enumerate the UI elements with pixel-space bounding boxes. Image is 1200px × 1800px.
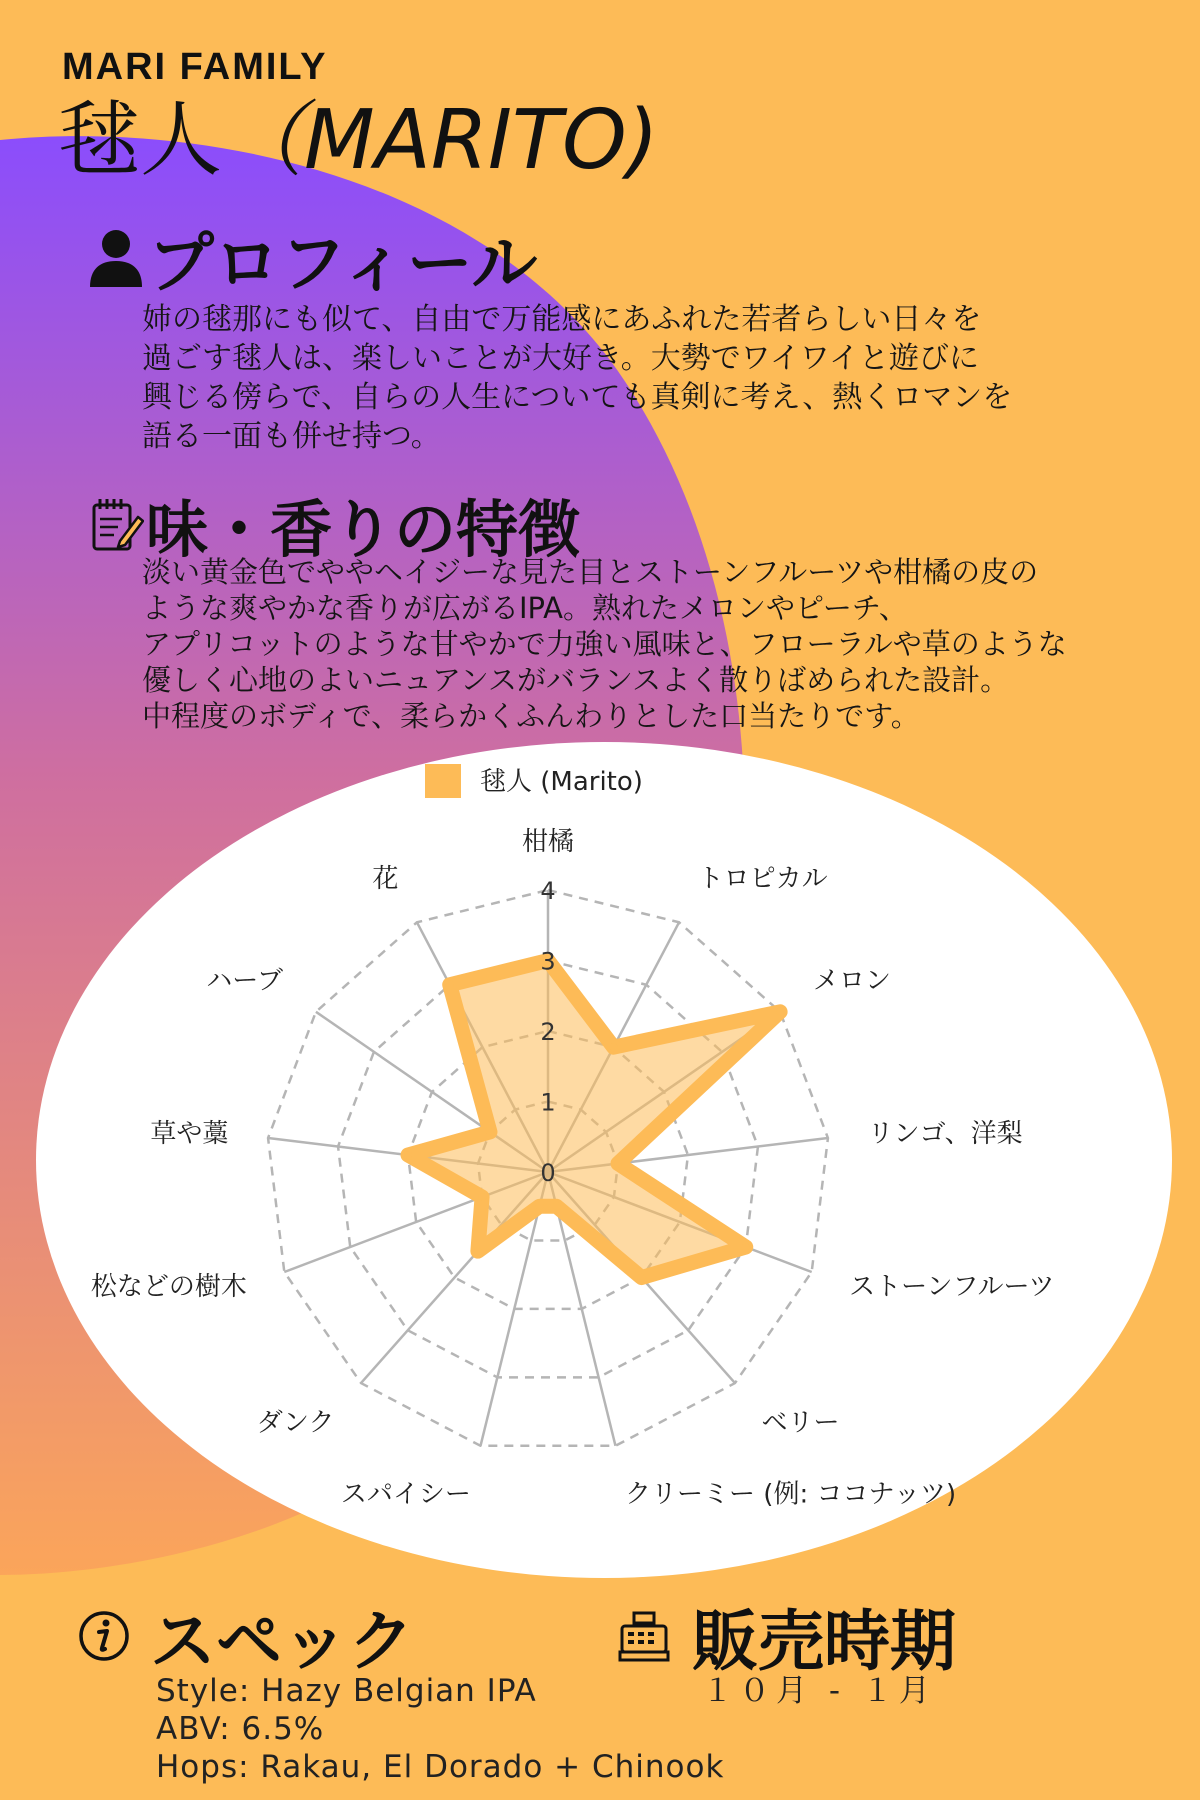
profile-line: 姉の毬那にも似て、自由で万能感にあふれた若者らしい日々を xyxy=(142,302,982,337)
data-point xyxy=(614,1160,622,1168)
flavor-line: 優しく心地のよいニュアンスがバランスよく散りばめられた設計。 xyxy=(142,663,1010,697)
profile-line: 語る一面も併せ持つ。 xyxy=(142,419,441,454)
flavor-line: ような爽やかな香りが広がるIPA。熟れたメロンやピーチ、 xyxy=(142,591,908,625)
data-point xyxy=(610,1043,618,1051)
spec-list xyxy=(156,1672,724,1786)
data-point xyxy=(536,1202,544,1210)
sale-period: １０月 - １月 xyxy=(702,1673,936,1709)
chart-legend xyxy=(425,764,643,798)
radar-tick-label: 4 xyxy=(540,877,556,905)
flavor-line: 淡い黄金色でややヘイジーな見た目とストーンフルーツや柑橘の皮の xyxy=(142,555,1039,589)
legend-label: 毬人 (Marito) xyxy=(480,767,643,797)
info-icon xyxy=(78,1610,130,1662)
cash-register-icon xyxy=(618,1610,670,1662)
radar-axis-label: リンゴ、洋梨 xyxy=(867,1119,1023,1150)
legend-swatch xyxy=(425,764,461,798)
radar-axis-label: メロン xyxy=(813,966,892,997)
spec-abv: ABV: 6.5% xyxy=(156,1711,325,1747)
sale-heading xyxy=(618,1588,956,1683)
data-point xyxy=(742,1243,750,1251)
data-point xyxy=(446,981,454,989)
profile-heading-text: プロフィール xyxy=(148,225,538,302)
radar-tick-label: 3 xyxy=(540,947,556,976)
radar-axis-label: ハーブ xyxy=(206,966,283,997)
radar-tick-label: 0 xyxy=(540,1159,556,1187)
data-point xyxy=(638,1274,646,1282)
radar-axis-label: ダンク xyxy=(256,1408,335,1439)
profile-line: 過ごす毬人は、楽しいことが大好き。大勢でワイワイと遊びに xyxy=(142,341,979,376)
title-latin: （MARITO) xyxy=(222,93,659,188)
title-japanese: 毬人 xyxy=(58,93,223,188)
spec-heading-text: スペック xyxy=(150,1603,414,1680)
flavor-heading-text: 味・香りの特徴 xyxy=(146,493,581,566)
radar-axis-label: スパイシー xyxy=(340,1479,471,1510)
spec-style: Style: Hazy Belgian IPA xyxy=(156,1673,537,1709)
sale-heading-text: 販売時期 xyxy=(692,1603,956,1680)
profile-line: 興じる傍らで、自らの人生についても真剣に考え、熱くロマンを xyxy=(142,380,1013,415)
data-point xyxy=(474,1247,482,1255)
data-point xyxy=(478,1193,486,1201)
flavor-line: アプリコットのような甘やかで力強い風味と、フローラルや草のような xyxy=(142,627,1067,661)
radar-axis-label: クリーミー (例: ココナッツ) xyxy=(625,1479,957,1510)
radar-axis-label: 草や藁 xyxy=(150,1119,229,1150)
data-point xyxy=(486,1128,494,1136)
spec-hops: Hops: Rakau, El Dorado + Chinook xyxy=(156,1749,725,1785)
radar-tick-label: 2 xyxy=(540,1018,556,1046)
radar-tick-label: 1 xyxy=(540,1088,556,1117)
radar-axis-label: 松などの樹木 xyxy=(90,1272,247,1303)
data-point xyxy=(404,1151,412,1159)
radar-axis-label: 柑橘 xyxy=(521,827,575,857)
data-point xyxy=(776,1008,784,1016)
radar-axis-label: ストーンフルーツ xyxy=(849,1272,1055,1303)
flavor-line: 中程度のボディで、柔らかくふんわりとした口当たりです。 xyxy=(142,699,920,733)
radar-axis-label: トロピカル xyxy=(697,863,828,894)
brand-label: MARI FAMILY xyxy=(62,46,328,88)
data-point xyxy=(552,1202,560,1210)
spec-heading xyxy=(78,1588,414,1683)
radar-axis-label: 花 xyxy=(372,863,399,894)
radar-axis-label: ベリー xyxy=(761,1408,840,1439)
